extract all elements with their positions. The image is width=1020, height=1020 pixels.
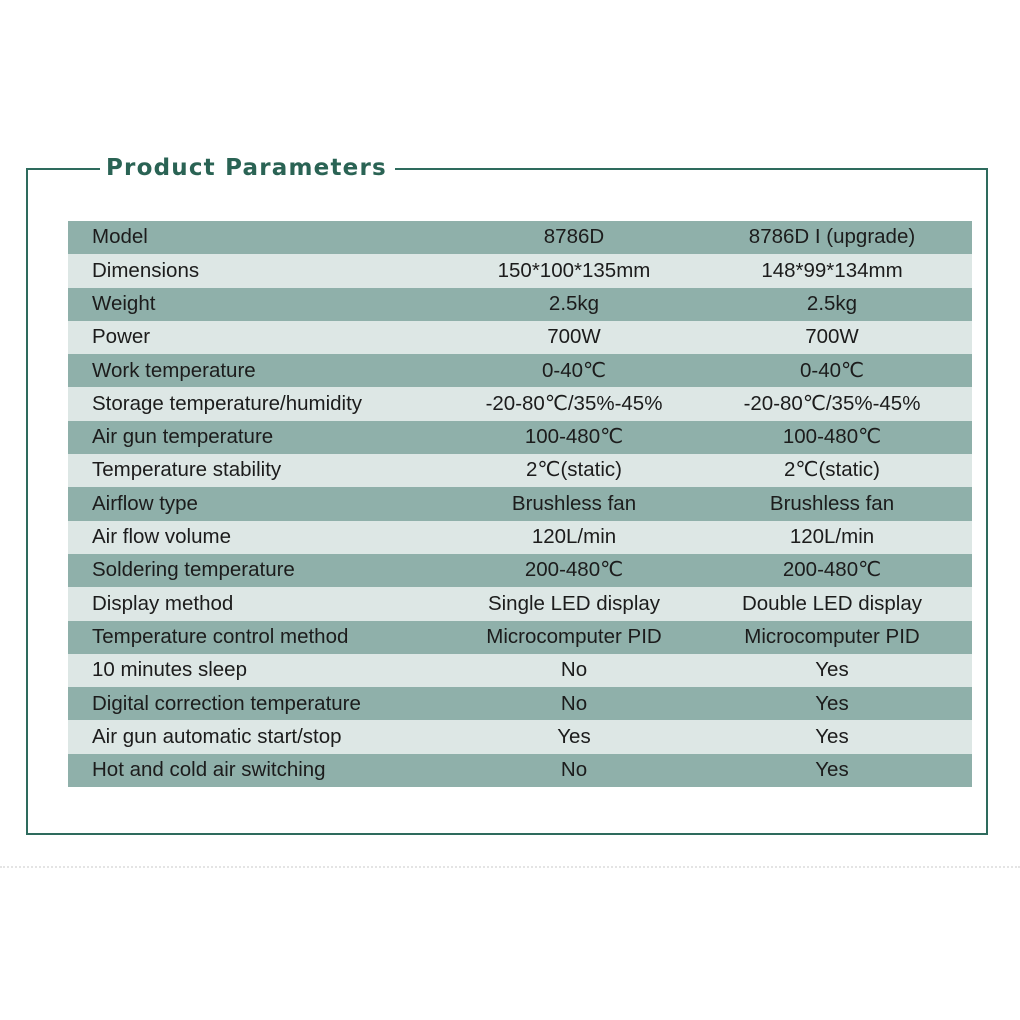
model-8786d-value: Yes: [456, 720, 692, 753]
model-8786d-i-value: -20-80℃/35%-45%: [692, 387, 972, 420]
row-label: Dimensions: [68, 254, 456, 287]
model-8786d-i-value: Yes: [692, 687, 972, 720]
table-row: [68, 354, 972, 387]
row-label: 10 minutes sleep: [68, 654, 456, 687]
model-8786d-value: 2℃(static): [456, 454, 692, 487]
model-8786d-i-value: Microcomputer PID: [692, 621, 972, 654]
model-8786d-i-value: Yes: [692, 654, 972, 687]
table-row: [68, 687, 972, 720]
model-8786d-i-value: 120L/min: [692, 521, 972, 554]
row-label: Air gun temperature: [68, 421, 456, 454]
model-8786d-i-value: 2.5kg: [692, 288, 972, 321]
model-8786d-i-value: Brushless fan: [692, 487, 972, 520]
model-8786d-value: -20-80℃/35%-45%: [456, 387, 692, 420]
table-row: [68, 720, 972, 753]
row-label: Digital correction temperature: [68, 687, 456, 720]
row-label: Air flow volume: [68, 521, 456, 554]
row-label: Model: [68, 221, 456, 254]
model-8786d-value: 120L/min: [456, 521, 692, 554]
table-row: [68, 221, 972, 254]
row-label: Weight: [68, 288, 456, 321]
model-8786d-i-value: 8786D I (upgrade): [692, 221, 972, 254]
model-8786d-i-value: Yes: [692, 754, 972, 787]
row-label: Temperature control method: [68, 621, 456, 654]
model-8786d-i-value: Double LED display: [692, 587, 972, 620]
row-label: Air gun automatic start/stop: [68, 720, 456, 753]
table-row: [68, 754, 972, 787]
model-8786d-value: 100-480℃: [456, 421, 692, 454]
row-label: Storage temperature/humidity: [68, 387, 456, 420]
table-row: [68, 454, 972, 487]
row-label: Soldering temperature: [68, 554, 456, 587]
model-8786d-value: 2.5kg: [456, 288, 692, 321]
table-row: [68, 554, 972, 587]
row-label: Display method: [68, 587, 456, 620]
table-row: [68, 621, 972, 654]
row-label: Power: [68, 321, 456, 354]
row-label: Work temperature: [68, 354, 456, 387]
model-8786d-value: 8786D: [456, 221, 692, 254]
model-8786d-value: Microcomputer PID: [456, 621, 692, 654]
section-title: Product Parameters: [100, 152, 395, 184]
dotted-divider: [0, 866, 1020, 868]
model-8786d-i-value: 700W: [692, 321, 972, 354]
model-8786d-value: 200-480℃: [456, 554, 692, 587]
row-label: Temperature stability: [68, 454, 456, 487]
parameters-table-body: [68, 221, 972, 787]
model-8786d-i-value: 100-480℃: [692, 421, 972, 454]
model-8786d-value: Brushless fan: [456, 487, 692, 520]
table-row: [68, 521, 972, 554]
model-8786d-i-value: 148*99*134mm: [692, 254, 972, 287]
model-8786d-i-value: 0-40℃: [692, 354, 972, 387]
model-8786d-value: No: [456, 687, 692, 720]
model-8786d-i-value: 2℃(static): [692, 454, 972, 487]
model-8786d-i-value: Yes: [692, 720, 972, 753]
row-label: Airflow type: [68, 487, 456, 520]
model-8786d-i-value: 200-480℃: [692, 554, 972, 587]
model-8786d-value: No: [456, 654, 692, 687]
model-8786d-value: 0-40℃: [456, 354, 692, 387]
table-row: [68, 387, 972, 420]
model-8786d-value: 150*100*135mm: [456, 254, 692, 287]
table-row: [68, 254, 972, 287]
table-row: [68, 654, 972, 687]
row-label: Hot and cold air switching: [68, 754, 456, 787]
parameters-table: [68, 221, 972, 787]
table-row: [68, 421, 972, 454]
table-row: [68, 587, 972, 620]
model-8786d-value: 700W: [456, 321, 692, 354]
table-row: [68, 288, 972, 321]
table-row: [68, 321, 972, 354]
table-row: [68, 487, 972, 520]
model-8786d-value: Single LED display: [456, 587, 692, 620]
model-8786d-value: No: [456, 754, 692, 787]
